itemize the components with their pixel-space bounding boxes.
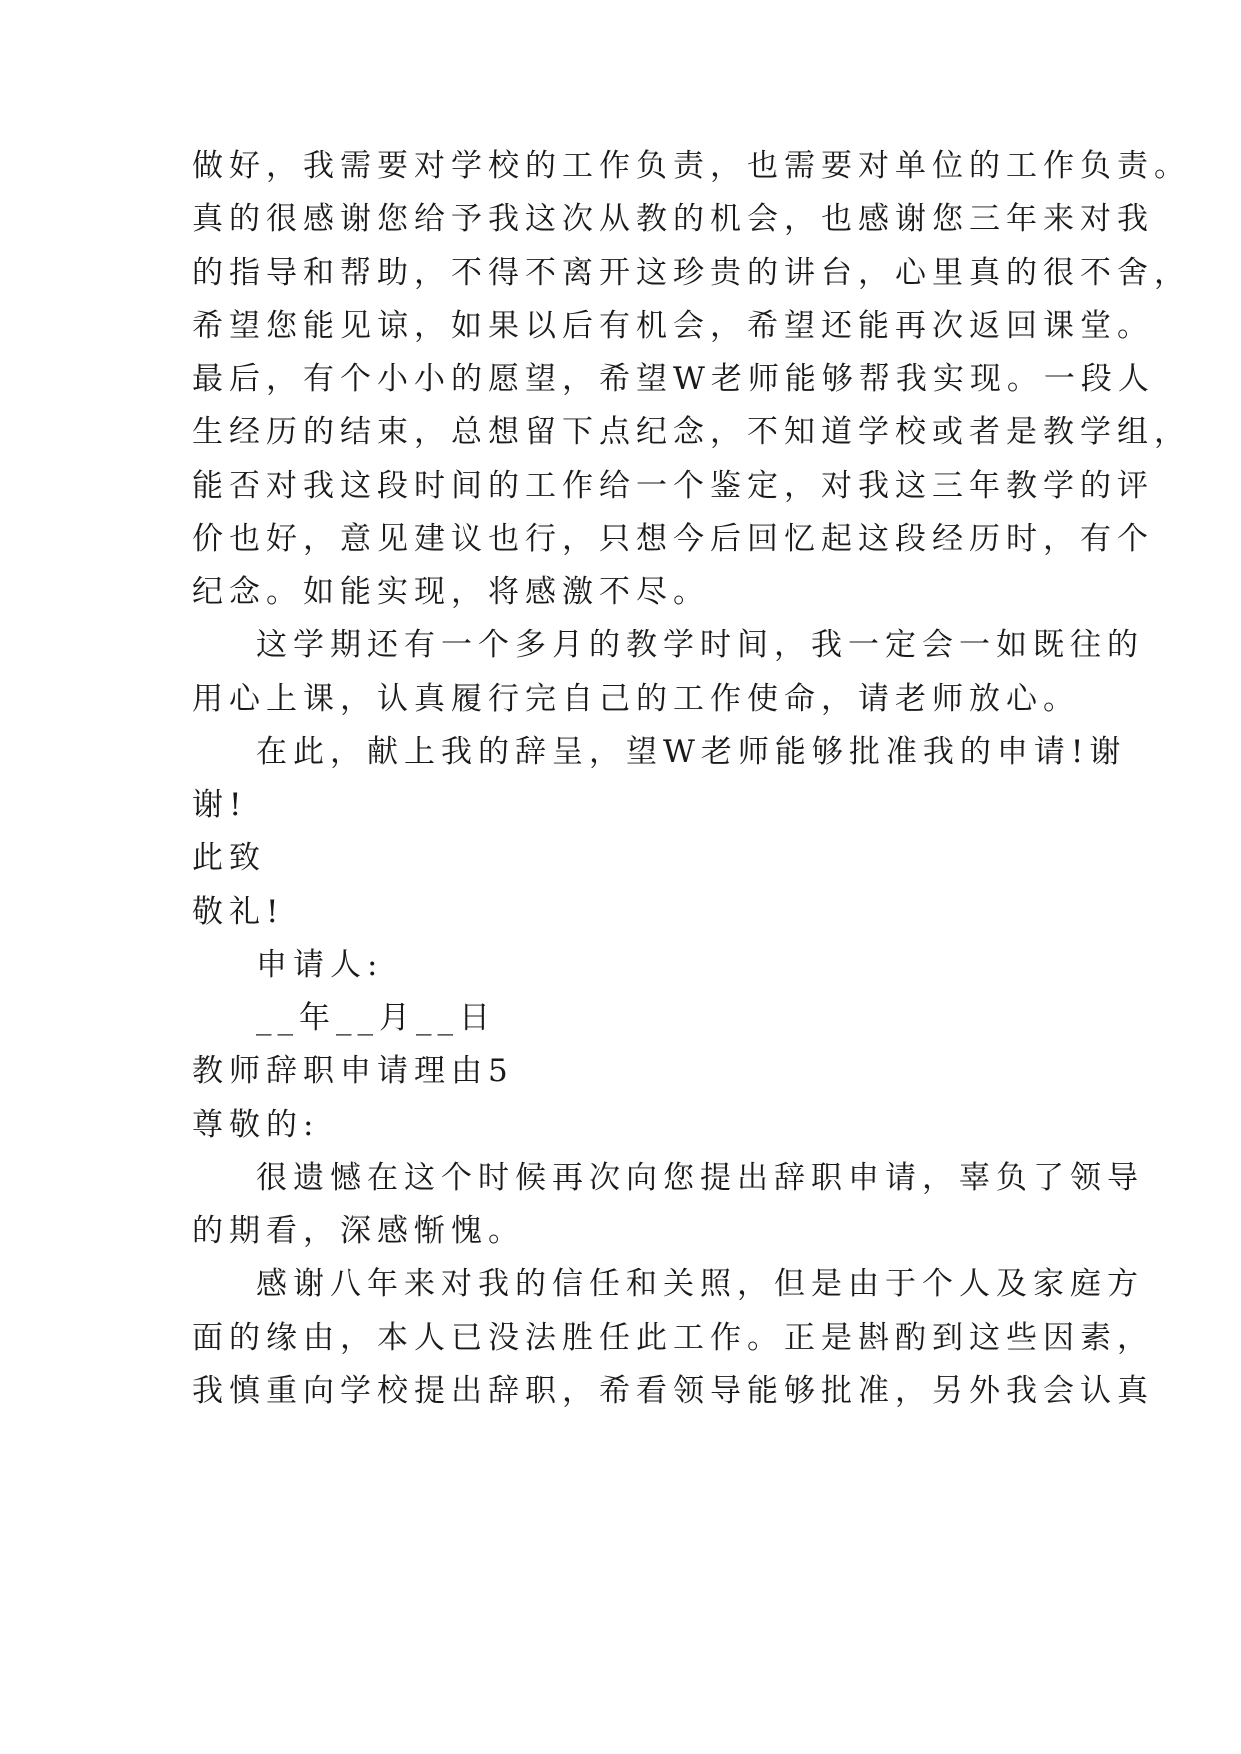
closing-salutation: 此致 bbox=[192, 840, 266, 876]
text-line: 生经历的结束，总想留下点纪念，不知道学校或者是教学组， bbox=[192, 414, 1191, 450]
text-line: 能否对我这段时间的工作给一个鉴定，对我这三年教学的评 bbox=[192, 468, 1154, 504]
paragraph-first-line: 感谢八年来对我的信任和关照，但是由于个人及家庭方 bbox=[256, 1266, 1144, 1302]
text-line: 的指导和帮助，不得不离开这珍贵的讲台，心里真的很不舍， bbox=[192, 255, 1191, 291]
paragraph-first-line: 这学期还有一个多月的教学时间，我一定会一如既往的 bbox=[256, 627, 1144, 663]
paragraph-first-line: 很遗憾在这个时候再次向您提出辞职申请，辜负了领导 bbox=[256, 1160, 1144, 1196]
closing-salutation: 敬礼! bbox=[192, 894, 285, 930]
text-line: 最后，有个小小的愿望，希望W老师能够帮我实现。一段人 bbox=[192, 361, 1155, 397]
text-line: 做好，我需要对学校的工作负责，也需要对单位的工作负责。 bbox=[192, 148, 1191, 184]
text-line: 我慎重向学校提出辞职，希看领导能够批准，另外我会认真 bbox=[192, 1373, 1154, 1409]
text-line: 用心上课，认真履行完自己的工作使命，请老师放心。 bbox=[192, 681, 1080, 717]
section-heading: 教师辞职申请理由5 bbox=[192, 1053, 514, 1089]
text-line: 价也好，意见建议也行，只想今后回忆起这段经历时，有个 bbox=[192, 521, 1154, 557]
greeting: 尊敬的: bbox=[192, 1107, 320, 1143]
text-line: 面的缘由，本人已没法胜任此工作。正是斟酌到这些因素， bbox=[192, 1320, 1154, 1356]
text-line: 谢! bbox=[192, 787, 248, 823]
applicant-label: 申请人: bbox=[256, 947, 384, 983]
text-line: 纪念。如能实现，将感激不尽。 bbox=[192, 574, 710, 610]
paragraph-first-line: 在此，献上我的辞呈，望W老师能够批准我的申请!谢 bbox=[256, 734, 1127, 770]
date-line: __年__月__日 bbox=[256, 1000, 496, 1036]
text-line: 的期看，深感惭愧。 bbox=[192, 1213, 525, 1249]
text-line: 希望您能见谅，如果以后有机会，希望还能再次返回课堂。 bbox=[192, 308, 1154, 344]
text-line: 真的很感谢您给予我这次从教的机会，也感谢您三年来对我 bbox=[192, 201, 1154, 237]
